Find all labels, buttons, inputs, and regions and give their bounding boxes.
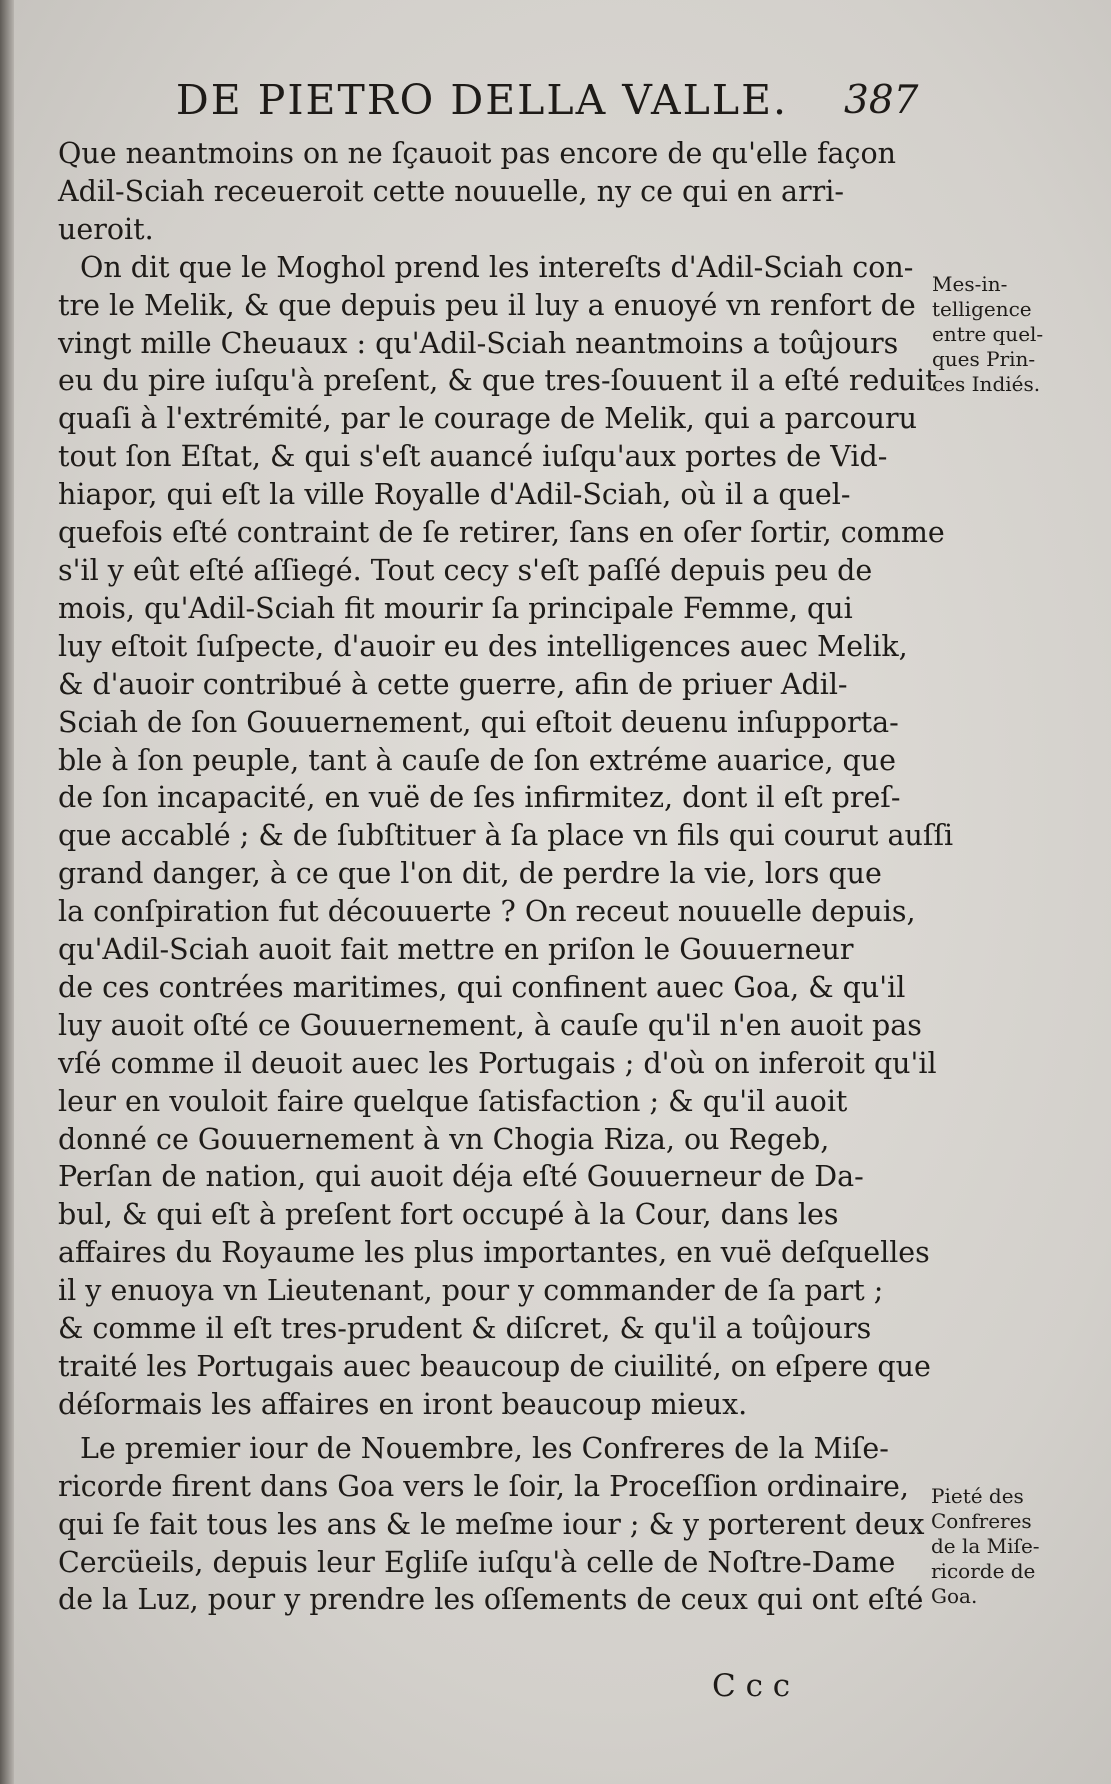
text-line: mois, qu'Adil-Sciah fit mourir ſa principale Femme, qui: [58, 591, 853, 625]
page-number: 387: [844, 78, 919, 123]
margin-note-line: de la Miſe-: [931, 1534, 1040, 1558]
text-line: vingt mille Cheuaux : qu'Adil-Sciah neantmoins a toûjours: [58, 326, 899, 360]
text-line: ueroit.: [58, 212, 154, 246]
text-line: qui ſe fait tous les ans & le meſme iour ; & y porterent deux: [58, 1507, 925, 1541]
margin-note-line: entre quel-: [932, 322, 1044, 346]
margin-note-line: Confreres: [931, 1509, 1032, 1533]
text-line: eu du pire iuſqu'à preſent, & que tres-ſouuent il a eſté reduit: [58, 364, 937, 398]
text-line: il y enuoya vn Lieutenant, pour y commander de ſa part ;: [58, 1274, 884, 1308]
margin-note-intelligence: [932, 272, 1043, 397]
text-line: vſé comme il deuoit auec les Portugais ; d'où on inferoit qu'il: [58, 1046, 937, 1080]
text-line: luy auoit oſté ce Gouuernement, à cauſe qu'il n'en auoit pas: [58, 1008, 922, 1042]
text-line: déſormais les affaires en iront beaucoup mieux.: [58, 1387, 748, 1421]
text-line: Que neantmoins on ne ſçauoit pas encore de qu'elle façon: [58, 137, 896, 170]
main-text-block: [58, 135, 954, 1619]
text-line: donné ce Gouuernement à vn Chogia Riza, ou Regeb,: [58, 1122, 830, 1156]
margin-note-piety: [931, 1484, 1040, 1609]
text-line: Sciah de ſon Gouuernement, qui eſtoit deuenu inſupporta-: [58, 705, 899, 739]
text-line: ricorde firent dans Goa vers le ſoir, la Proceſſion ordinaire,: [58, 1469, 909, 1503]
text-line: bul, & qui eſt à preſent fort occupé à la Cour, dans les: [58, 1198, 839, 1232]
text-line: tre le Melik, & que depuis peu il luy a enuoyé vn renfort de: [58, 288, 916, 322]
margin-note-line: telligence: [932, 297, 1032, 321]
text-line: luy eſtoit ſuſpecte, d'auoir eu des intelligences auec Melik,: [58, 629, 908, 663]
running-header-title: DE PIETRO DELLA VALLE.: [175, 76, 789, 124]
text-line: quefois eſté contraint de ſe retirer, ſans en oſer ſortir, comme: [58, 516, 945, 550]
margin-note-line: ricorde de: [931, 1559, 1036, 1583]
text-line: Cercüeils, depuis leur Egliſe iuſqu'à celle de Noſtre-Dame: [58, 1545, 896, 1579]
margin-note-line: Goa.: [931, 1584, 978, 1608]
text-line: de ſon incapacité, en vuë de ſes infirmitez, dont il eſt preſ-: [58, 781, 901, 815]
catchword: C c c: [712, 1668, 791, 1704]
text-line: de ces contrées maritimes, qui confinent auec Goa, & qu'il: [58, 970, 906, 1004]
text-line: tout ſon Eſtat, & qui s'eſt auancé iuſqu'aux portes de Vid-: [58, 440, 888, 474]
text-line: leur en vouloit faire quelque ſatisfaction ; & qu'il auoit: [58, 1084, 848, 1118]
paragraph-start-line: On dit que le Moghol prend les intereſts d'Adil-Sciah con-: [80, 250, 914, 284]
text-line: hiapor, qui eſt la ville Royalle d'Adil-Sciah, où il a quel-: [58, 478, 851, 512]
text-line: affaires du Royaume les plus importantes, en vuë deſquelles: [58, 1236, 930, 1270]
margin-note-line: Mes-in-: [932, 272, 1008, 296]
text-line: traité les Portugais auec beaucoup de ciuilité, on eſpere que: [58, 1350, 931, 1383]
text-line: & comme il eſt tres-prudent & diſcret, & qu'il a toûjours: [58, 1312, 872, 1346]
page-gutter-shadow: [0, 0, 14, 1784]
text-line: que accablé ; & de ſubſtituer à ſa place vn fils qui courut auſſi: [58, 819, 954, 853]
margin-note-line: ces Indiés.: [932, 372, 1041, 396]
text-line: ble à ſon peuple, tant à cauſe de ſon extréme auarice, que: [58, 743, 897, 777]
text-line: Perſan de nation, qui auoit déja eſté Gouuerneur de Da-: [58, 1160, 864, 1194]
paragraph-start-line: Le premier iour de Nouembre, les Confreres de la Miſe-: [80, 1431, 889, 1465]
text-line: & d'auoir contribué à cette guerre, afin de priuer Adil-: [58, 667, 848, 701]
text-line: de la Luz, pour y prendre les oſſements de ceux qui ont eſté: [58, 1583, 924, 1617]
text-line: qu'Adil-Sciah auoit fait mettre en priſon le Gouuerneur: [58, 933, 854, 967]
text-line: quaſi à l'extrémité, par le courage de Melik, qui a parcouru: [58, 402, 917, 436]
text-line: grand danger, à ce que l'on dit, de perdre la vie, lors que: [58, 857, 882, 891]
text-line: s'il y eût eſté aſſiegé. Tout cecy s'eſt paſſé depuis peu de: [58, 553, 873, 587]
margin-note-line: Pieté des: [931, 1484, 1024, 1508]
margin-note-line: ques Prin-: [932, 347, 1036, 371]
text-line: la conſpiration fut découuerte ? On receut nouuelle depuis,: [58, 895, 916, 929]
text-line: Adil-Sciah receueroit cette nouuelle, ny ce qui en arri-: [58, 174, 845, 208]
